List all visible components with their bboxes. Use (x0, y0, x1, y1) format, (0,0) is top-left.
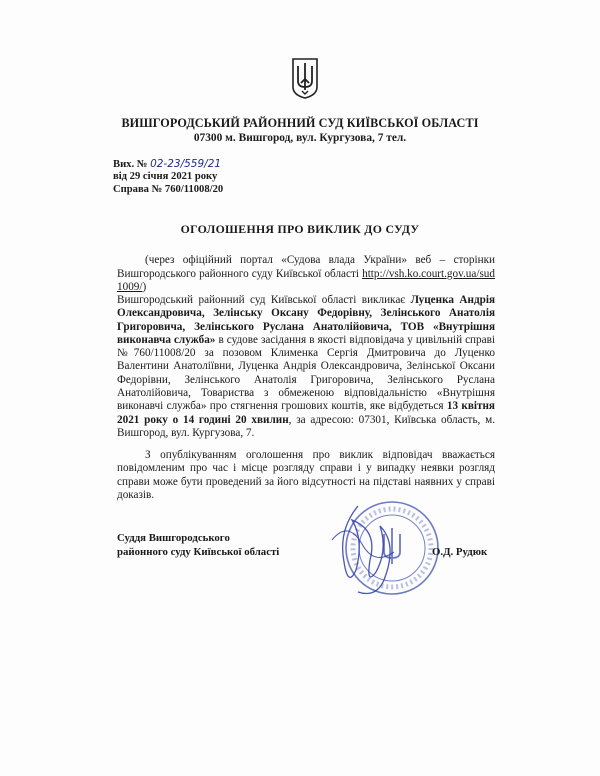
outgoing-number (113, 158, 221, 172)
judge-title-line1: Суддя Вишгородського (117, 532, 230, 544)
case-number: Справа № 760/11008/20 (113, 184, 224, 195)
judge-name: О.Д. Рудюк (432, 546, 488, 558)
hearing-datetime: 13 квітня 2021 року о 14 годині 20 хвилин (117, 400, 495, 426)
hearing-address: , за адресою: 07301, Київська область, м. Вишгород, вул. Кургузова, 7. (117, 413, 495, 439)
portal-note (117, 254, 495, 295)
court-name: ВИШГОРОДСЬКИЙ РАЙОННИЙ СУД КИЇВСЬКОЇ ОБЛАСТІ (121, 116, 479, 130)
court-address: 07300 м. Вишгород, вул. Кургузова, 7 тел. (193, 132, 407, 144)
judge-title-line2: районного суду Київської області (117, 546, 280, 558)
portal-text-end: ) (142, 281, 147, 293)
summons-details: в судове засідання в якості відповідача у цивільній справі №760/11008/20 за позовом Клименка Сергія Дмитровича до Луценко Валентини Анатоліївни, Луценка Андрія Олександровича, Зелінської Оксани Федорівни, Зелінського Анатолія Григоровича, Зелінського Руслана Анатолійовича, Товариства з обмеженою відповідальністю «Внутрішня виконавчі служба» про стягнення грошових коштів, яке відбудеться (117, 333, 495, 413)
defendants-names: Луценка Андрія Олександровича, Зелінську Оксану Федорівну, Зелінського Анатолія Григоровича, Зелінського Руслана Анатолійовича, ТОВ «Внутрішня виконавча служба» (117, 294, 495, 346)
outgoing-number-prefix: Вих. № (113, 159, 151, 170)
outgoing-date: від 29 січня 2021 року (113, 171, 218, 182)
handwritten-signature-icon (318, 500, 408, 600)
portal-text: (через офіційний портал «Судова влада України» веб – сторінки Вишгородського районного суду Київської області (117, 254, 495, 280)
summons-paragraph (117, 294, 495, 440)
court-website-link[interactable]: http://vsh.ko.court.gov.ua/sud 1009/ (117, 267, 495, 293)
announcement-title: ОГОЛОШЕННЯ ПРО ВИКЛИК ДО СУДУ (180, 222, 420, 236)
handwritten-number: 02-23/559/21 (150, 158, 222, 170)
notice-paragraph: З опублікуванням оголошення про виклик відповідач вважається повідомленим про час і місце розгляду справи і у випадку неявки розгляд справи може бути проведений за його відсутності на підставі наявних у справі доказів. (117, 449, 495, 501)
ukraine-trident-icon (291, 57, 319, 99)
summons-text: Вишгородський районний суд Київської області викликає (117, 294, 411, 306)
